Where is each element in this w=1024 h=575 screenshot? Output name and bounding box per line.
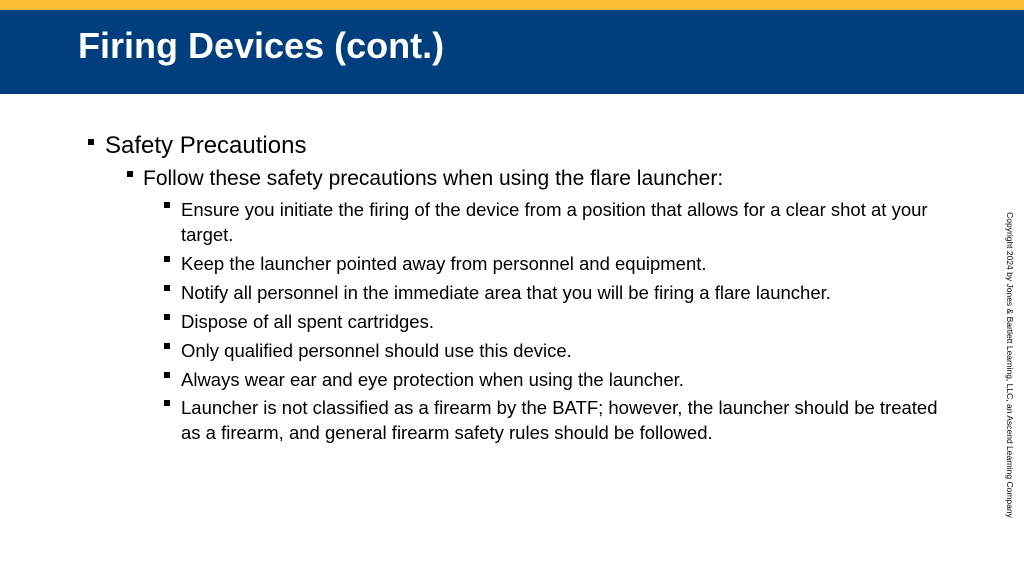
bullet-level-2 [127, 166, 723, 191]
bullet-level-1 [88, 131, 306, 160]
bullet-text: Follow these safety precautions when using the flare launcher: [143, 167, 724, 190]
bullet-text: Safety Precautions [105, 132, 307, 159]
square-bullet-icon [164, 314, 170, 320]
square-bullet-icon [164, 202, 170, 208]
bullet-level-3-item [164, 251, 944, 276]
square-bullet-icon [164, 400, 170, 406]
bullet-text: Dispose of all spent cartridges. [181, 311, 434, 332]
bullet-text: Only qualified personnel should use this device. [181, 340, 572, 361]
bullet-text: Launcher is not classified as a firearm by the BATF; however, the launcher should be treated as a firearm, and general firearm safety rules should be followed. [181, 397, 938, 443]
square-bullet-icon [164, 285, 170, 291]
bullet-level-3-item [164, 280, 944, 305]
bullet-text: Keep the launcher pointed away from personnel and equipment. [181, 253, 707, 274]
slide-title: Firing Devices (cont.) [78, 25, 445, 66]
bullet-text: Ensure you initiate the firing of the device from a position that allows for a clear shot at your target. [181, 199, 928, 245]
bullet-level-3-item [164, 338, 944, 363]
bullet-level-3-item [164, 367, 944, 392]
bullet-text: Always wear ear and eye protection when using the launcher. [181, 369, 684, 390]
bullet-level-3-item [164, 309, 944, 334]
square-bullet-icon [164, 343, 170, 349]
square-bullet-icon [88, 139, 94, 145]
bullet-level-3-item [164, 395, 944, 445]
copyright-notice: Copyright 2024 by Jones & Bartlett Learning, LLC, an Ascend Learning Company [1005, 212, 1015, 518]
bullet-level-3-item [164, 197, 944, 247]
bullet-text: Notify all personnel in the immediate area that you will be firing a flare launcher. [181, 282, 831, 303]
square-bullet-icon [164, 256, 170, 262]
square-bullet-icon [164, 372, 170, 378]
square-bullet-icon [127, 171, 133, 177]
